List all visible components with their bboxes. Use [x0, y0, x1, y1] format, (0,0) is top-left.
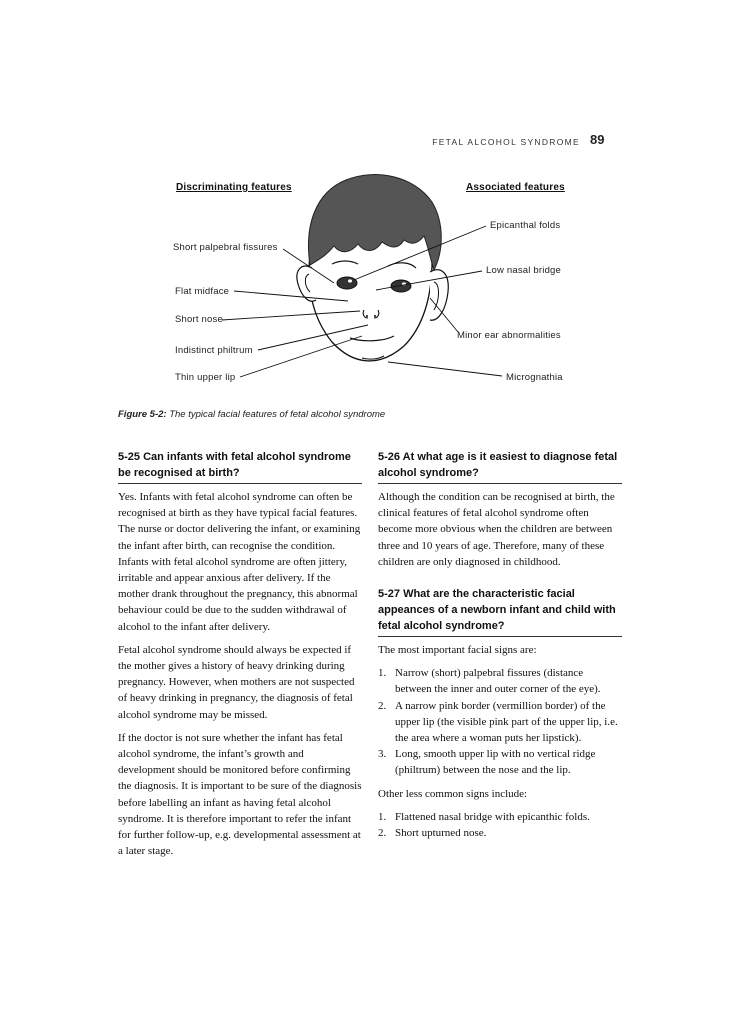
section-heading-5-25: 5-25 Can infants with fetal alcohol syndrome be recognised at birth? [118, 449, 362, 484]
running-header: FETAL ALCOHOL SYNDROME [432, 137, 580, 147]
list-item: 3. Long, smooth upper lip with no vertical ridge (philtrum) between the nose and the lip. [378, 748, 596, 777]
label-low-nasal-bridge: Low nasal bridge [486, 265, 562, 276]
paragraph: The most important facial signs are: [378, 644, 537, 657]
caption-label: Figure 5-2: [118, 409, 167, 420]
paragraph: Yes. Infants with fetal alcohol syndrome can often be recognised at birth as they have typical facial features. The nurse or doctor delivering the infant, or examining the infant after birth, can recognise the condition. Infants with fetal alcohol syndrome are often jittery, irritable and appear anxious after delivery. If the mother drank throughout the pregnancy, this abnormal behaviour could be due to the sudden withdrawal of alcohol to the infant after delivery. [118, 491, 361, 633]
list-item: 1. Narrow (short) palpebral fissures (distance between the inner and outer corner of the eye). [378, 667, 601, 696]
less-common-signs-list [378, 809, 622, 841]
right-column [378, 449, 622, 848]
label-thin-upper-lip: Thin upper lip [175, 372, 236, 383]
leader-thin-upper-lip [240, 336, 362, 377]
label-micrognathia: Micrognathia [506, 372, 563, 383]
label-indistinct-philtrum: Indistinct philtrum [175, 345, 253, 356]
right-eye [391, 280, 411, 292]
label-flat-midface: Flat midface [175, 286, 230, 297]
left-column [118, 449, 362, 866]
label-short-palpebral-fissures: Short palpebral fissures [173, 242, 278, 253]
face-outline [309, 255, 432, 361]
section-heading-5-27: 5-27 What are the characteristic facial appeances of a newborn infant and child with fetal alcohol syndrome? [378, 586, 622, 637]
list-item: 1. Flattened nasal bridge with epicanthic folds. [378, 810, 590, 823]
figure-caption [118, 409, 385, 420]
page-number: 89 [590, 132, 605, 147]
figure-left-heading: Discriminating features [176, 182, 292, 193]
paragraph: Other less common signs include: [378, 787, 528, 800]
section-heading-5-26: 5-26 At what age is it easiest to diagnose fetal alcohol syndrome? [378, 449, 622, 484]
facial-signs-list [378, 665, 622, 778]
list-item: 2. A narrow pink border (vermillion border) of the upper lip (the visible pink part of the upper lip, i.e. the area where a woman puts her lipstick). [378, 699, 618, 745]
figure-face-diagram [118, 170, 612, 402]
label-minor-ear-abnormalities: Minor ear abnormalities [457, 330, 561, 341]
left-eye [337, 277, 357, 289]
paragraph: Fetal alcohol syndrome should always be expected if the mother gives a history of heavy drinking during pregnancy. However, when mothers are not suspected of heavy drinking in pregnancy, the diagnosis of fetal alcohol syndrome may be missed. [118, 643, 355, 721]
paragraph: If the doctor is not sure whether the infant has fetal alcohol syndrome, the infant’s growth and development should be monitored before confirming the diagnosis. It is important to be sure of the diagnosis before labelling an infant as having fetal alcohol syndrome. It is therefore important to refer the infant for further follow-up, e.g. developmental assessment at a later stage. [118, 731, 362, 858]
paragraph: Although the condition can be recognised at birth, the clinical features of fetal alcohol syndrome often become more obvious when the children are between three and 10 years of age. Therefore, many of these children are only diagnosed in childhood. [378, 491, 615, 568]
leader-micrognathia [388, 362, 502, 376]
caption-text: The typical facial features of fetal alcohol syndrome [166, 409, 386, 420]
label-short-nose: Short nose [175, 314, 223, 325]
label-epicanthal-folds: Epicanthal folds [490, 220, 561, 231]
list-item: 2. Short upturned nose. [378, 827, 487, 840]
figure-right-heading: Associated features [466, 182, 565, 193]
